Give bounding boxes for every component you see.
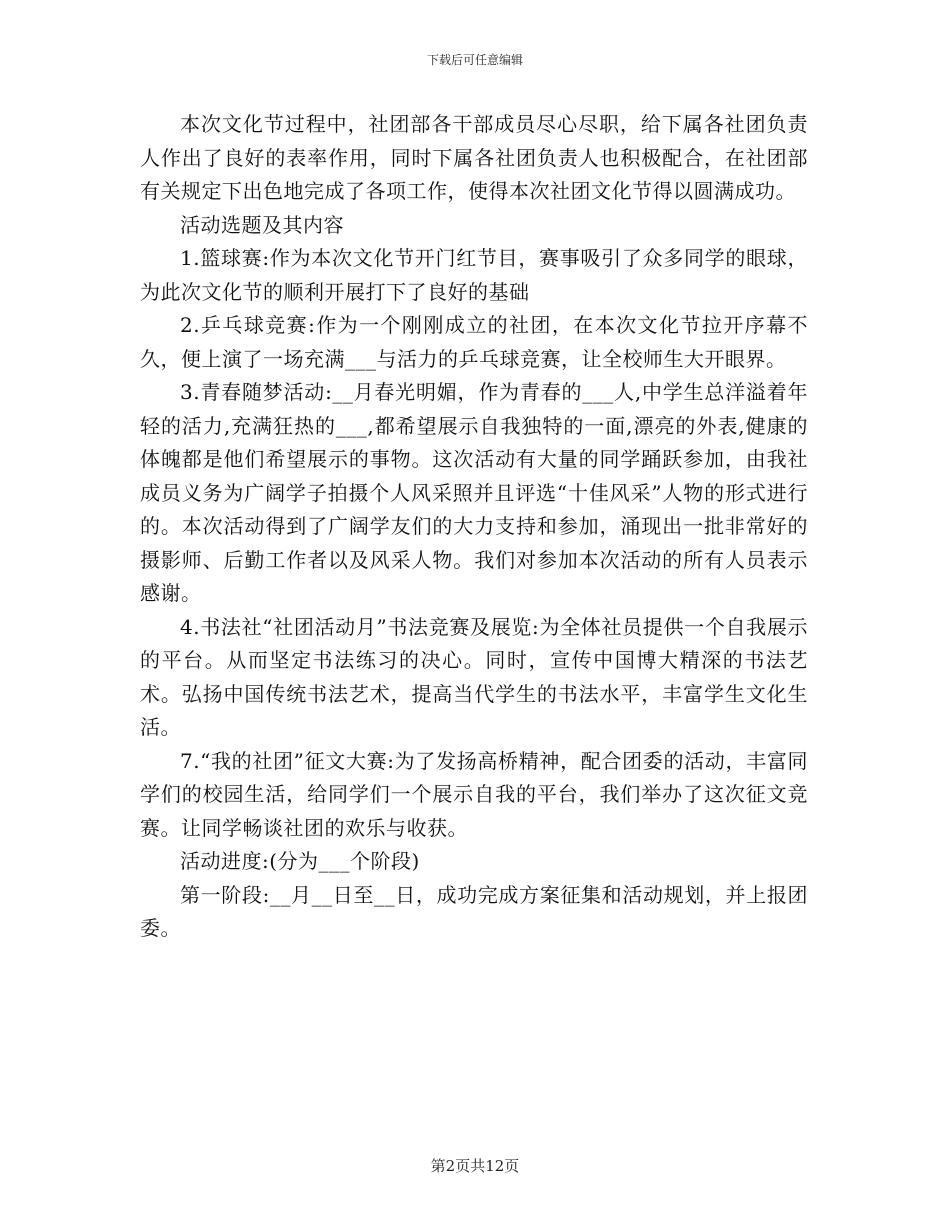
list-item-basketball: 1.篮球赛:作为本次文化节开门红节目，赛事吸引了众多同学的眼球，为此次文化节的顺利开展打下了良好的基础 <box>140 246 808 304</box>
section-heading-topics: 活动选题及其内容 <box>180 212 344 237</box>
page-header: 下载后可任意编辑 <box>426 53 523 67</box>
document-body <box>140 108 808 946</box>
list-item-youth-dream: 3.青春随梦活动:__月春光明媚，作为青春的___人,中学生总洋溢着年轻的活力,充满狂热的___,都希望展示自我独特的一面,漂亮的外表,健康的体魄都是他们希望展示的事物。这次活动有大量的同学踊跃参加，由我社成员义务为广阔学子拍摄个人风采照并且评选“十佳风采”人物的形式进行的。本次活动得到了广阔学友们的大力支持和参加，涌现出一批非常好的摄影师、后勤工作者以及风采人物。我们对参加本次活动的所有人员表示感谢。 <box>140 380 808 605</box>
list-item-essay-contest: 7.“我的社团”征文大赛:为了发扬高桥精神，配合团委的活动，丰富同学们的校园生活，给同学们一个展示自我的平台，我们举办了这次征文竞赛。让同学畅谈社团的欢乐与收获。 <box>140 748 808 840</box>
section-heading-progress: 活动进度:(分为___个阶段) <box>180 849 420 873</box>
list-item-table-tennis: 2.乒乓球竞赛:作为一个刚刚成立的社团，在本次文化节拉开序幕不久，便上演了一场充满___与活力的乒乓球竞赛，让全校师生大开眼界。 <box>140 313 808 371</box>
page-number: 第2页共12页 <box>430 1157 520 1175</box>
list-item-calligraphy: 4.书法社“社团活动月”书法竞赛及展览:为全体社员提供一个自我展示的平台。从而坚定书法练习的决心。同时，宣传中国博大精深的书法艺术。弘扬中国传统书法艺术，提高当代学生的书法水平，丰富学生文化生活。 <box>140 614 808 739</box>
paragraph-intro: 本次文化节过程中，社团部各干部成员尽心尽职，给下属各社团负责人作出了良好的表率作用，同时下属各社团负责人也积极配合，在社团部有关规定下出色地完成了各项工作，使得本次社团文化节得以圆满成功。 <box>140 112 808 203</box>
paragraph-stage-one: 第一阶段:__月__日至__日，成功完成方案征集和活动规划，并上报团委。 <box>140 882 808 940</box>
